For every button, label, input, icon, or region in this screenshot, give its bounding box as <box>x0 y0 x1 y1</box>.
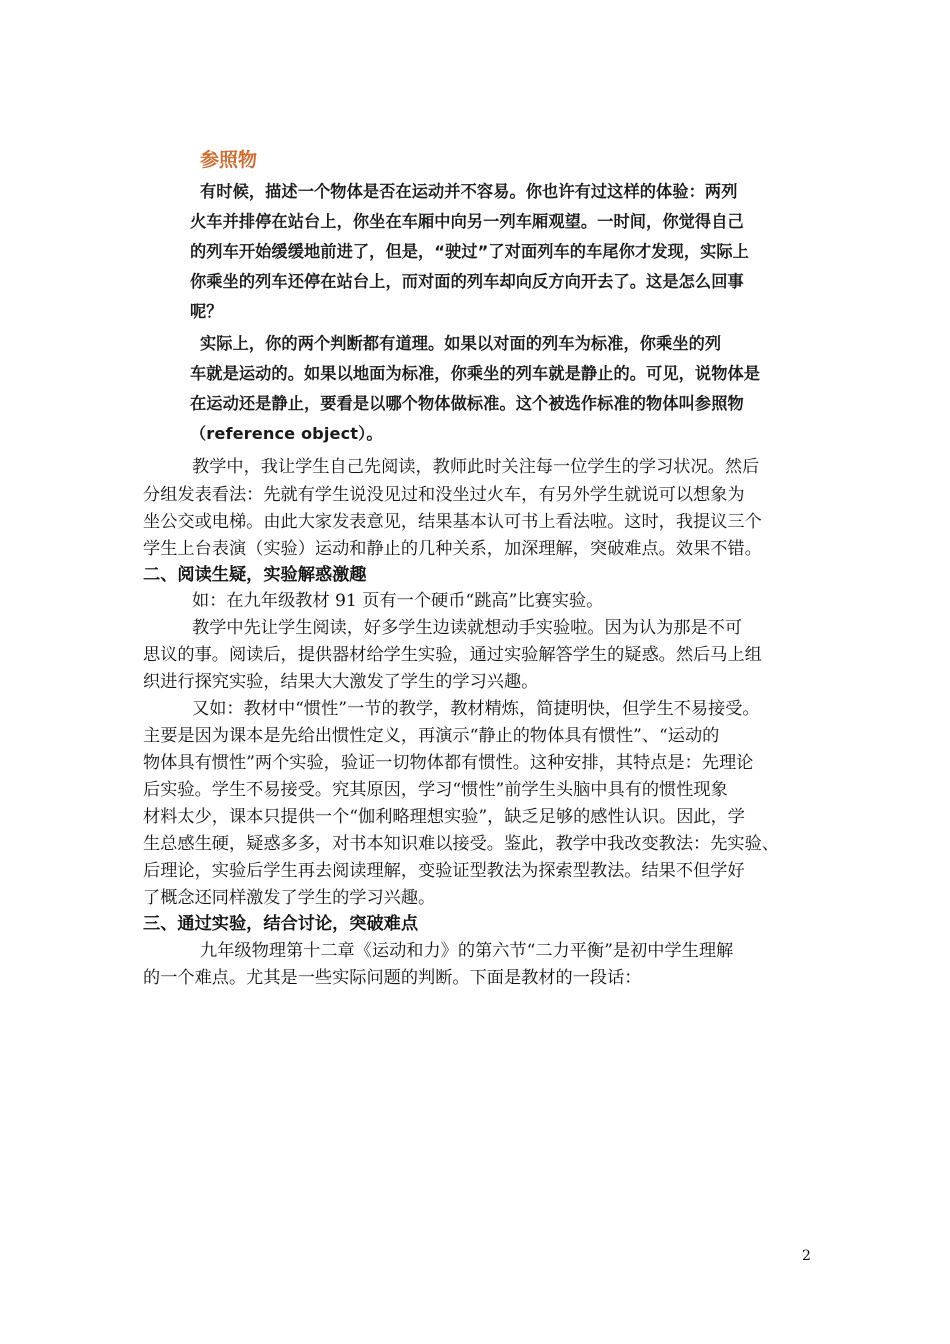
paragraph-line: 又如：教材中“惯性”一节的教学，教材精炼，简捷明快，但学生不易接受。 <box>192 699 760 719</box>
figure-title: 参照物 <box>200 149 258 171</box>
figure-line: 火车并排停在站台上，你坐在车厢中向另一列车厢观望。一时间，你觉得自己 <box>190 212 744 231</box>
figure-line: 有时候，描述一个物体是否在运动并不容易。你也许有过这样的体验：两列 <box>200 182 738 201</box>
paragraph-line: 教学中先让学生阅读，好多学生边读就想动手实验啦。因为认为那是不可 <box>192 618 743 638</box>
section-heading: 二、阅读生疑，实验解惑激趣 <box>143 565 367 585</box>
paragraph-line: 学生上台表演（实验）运动和静止的几种关系，加深理解，突破难点。效果不错。 <box>143 539 762 559</box>
paragraph-line: 生总感生硬，疑惑多多，对书本知识难以接受。鉴此，教学中我改变教法：先实验、 <box>143 834 779 854</box>
paragraph-line: 材料太少，课本只提供一个“伽利略理想实验”，缺乏足够的感性认识。因此，学 <box>143 807 745 827</box>
figure-line: 呢？ <box>190 302 223 321</box>
paragraph-line: 分组发表看法：先就有学生说没见过和没坐过火车，有另外学生就说可以想象为 <box>143 485 745 505</box>
paragraph-line: 的一个难点。尤其是一些实际问题的判断。下面是教材的一段话： <box>143 968 642 988</box>
paragraph-line: 织进行探究实验，结果大大激发了学生的学习兴趣。 <box>143 672 539 692</box>
paragraph-line: 了概念还同样激发了学生的学习兴趣。 <box>143 888 436 908</box>
paragraph-line: 后实验。学生不易接受。究其原因，学习“惯性”前学生头脑中具有的惯性现象 <box>143 780 728 800</box>
section-heading: 三、通过实验，结合讨论，突破难点 <box>143 914 419 934</box>
figure-line: 车就是运动的。如果以地面为标准，你乘坐的列车就是静止的。可见，说物体是 <box>190 364 761 383</box>
figure-line: 你乘坐的列车还停在站台上，而对面的列车却向反方向开去了。这是怎么回事 <box>190 272 744 291</box>
paragraph-line: 主要是因为课本是先给出惯性定义，再演示“静止的物体具有惯性”、“运动的 <box>143 726 720 746</box>
figure-line: （reference object）。 <box>190 424 383 443</box>
paragraph-line: 后理论，实验后学生再去阅读理解，变验证型教法为探索型教法。结果不但学好 <box>143 861 745 881</box>
textbook-excerpt-figure <box>190 140 830 443</box>
figure-line: 实际上，你的两个判断都有道理。如果以对面的列车为标准，你乘坐的列 <box>200 334 722 353</box>
paragraph-line: 如：在九年级教材 91 页有一个硬币“跳高”比赛实验。 <box>192 591 604 611</box>
figure-line: 在运动还是静止，要看是以哪个物体做标准。这个被选作标准的物体叫参照物 <box>190 394 744 413</box>
page-number: 2 <box>802 1248 811 1264</box>
paragraph-line: 思议的事。阅读后，提供器材给学生实验，通过实验解答学生的疑惑。然后马上组 <box>143 645 762 665</box>
paragraph-line: 坐公交或电梯。由此大家发表意见，结果基本认可书上看法啦。这时，我提议三个 <box>143 512 762 532</box>
paragraph-line: 物体具有惯性”两个实验，验证一切物体都有惯性。这种安排，其特点是：先理论 <box>143 753 754 773</box>
figure-line: 的列车开始缓缓地前进了，但是，“驶过”了对面列车的车尾你才发现，实际上 <box>190 242 749 261</box>
paragraph-line: 教学中，我让学生自己先阅读，教师此时关注每一位学生的学习状况。然后 <box>192 457 760 477</box>
paragraph-line: 九年级物理第十二章《运动和力》的第六节“二力平衡”是初中学生理解 <box>200 941 734 961</box>
